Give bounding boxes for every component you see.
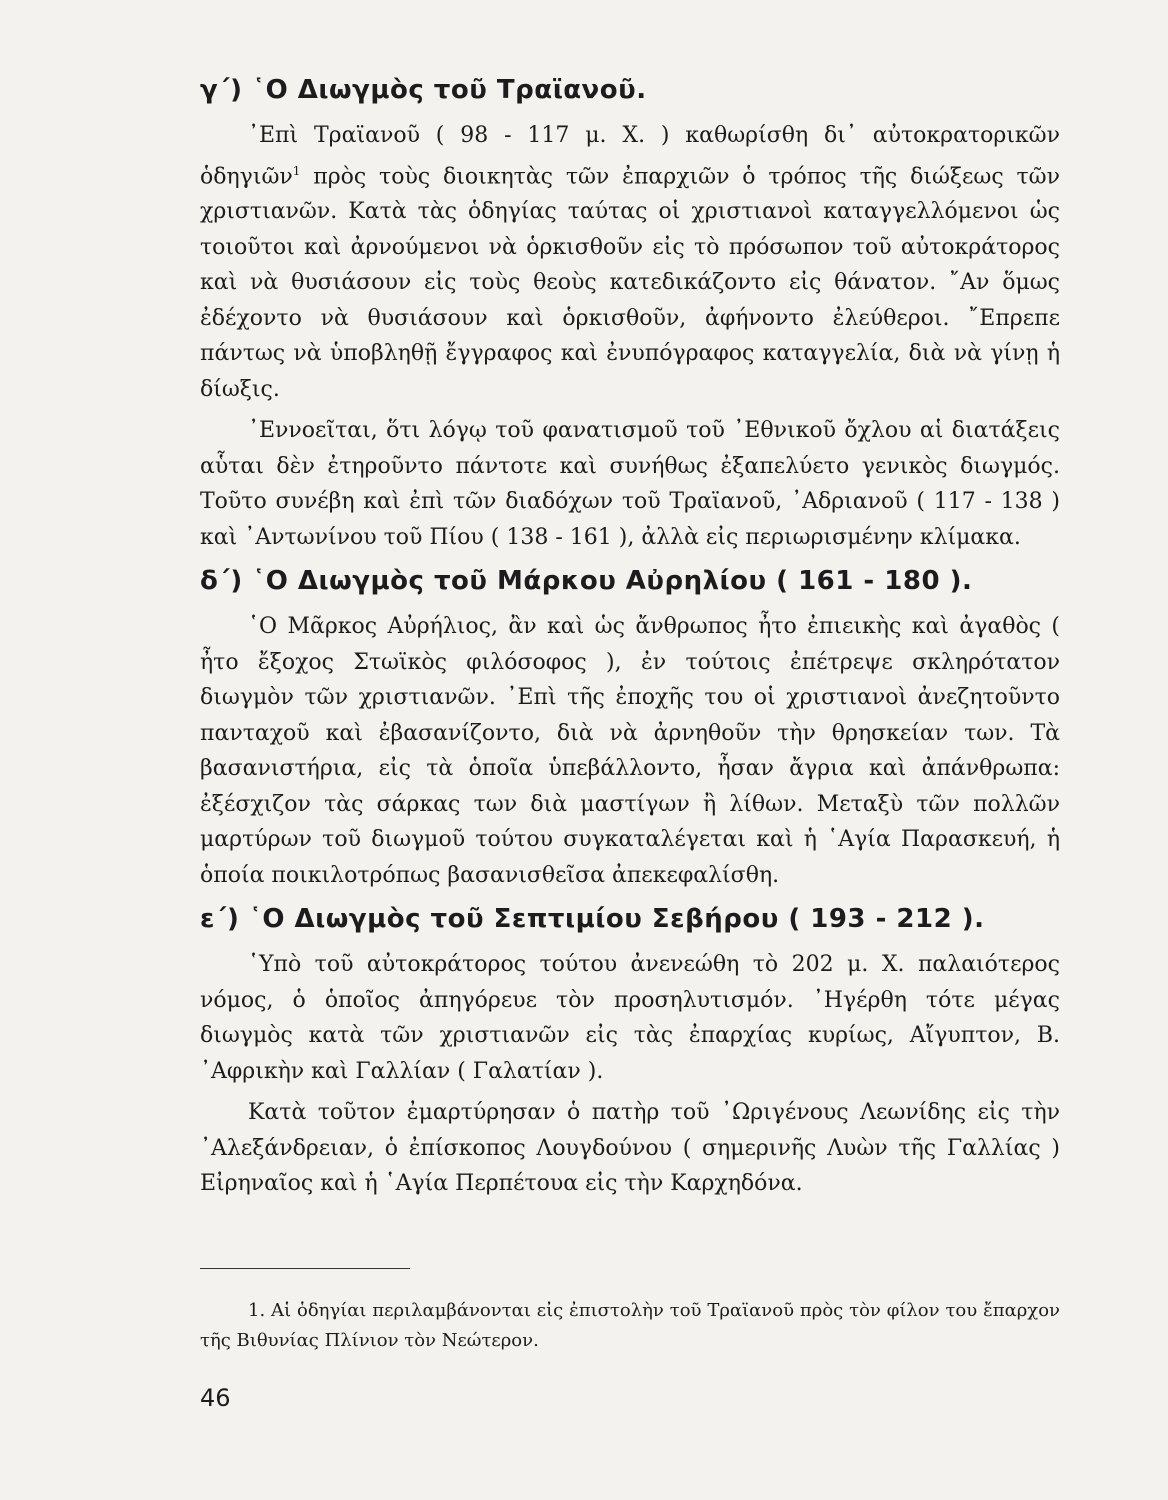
footnote-divider: [200, 1268, 410, 1269]
paragraph-trajan-2: ᾿Εννοεῖται, ὅτι λόγῳ τοῦ φανατισμοῦ τοῦ ᾿Εθνικοῦ ὄχλου αἱ διατάξεις αὗται δὲν ἐτηροῦντο πάντοτε καὶ συνήθως ἐξαπελύετο γενικὸς διωγμός. Τοῦτο συνέβη καὶ ἐπὶ τῶν διαδόχων τοῦ Τραϊανοῦ, ᾿Αδριανοῦ ( 117 - 138 ) καὶ ᾿Αντωνίνου τοῦ Πίου ( 138 - 161 ), ἀλλὰ εἰς περιωρισμένην κλίμακα.: [200, 418, 1060, 550]
paragraph-text: πρὸς τοὺς διοικητὰς τῶν ἐπαρχιῶν ὁ τρόπος τῆς διώξεως τῶν χριστιανῶν. Κατὰ τὰς ὁδηγίας ταύτας οἱ χριστιανοὶ καταγγελλόμενοι ὡς τοιοῦτοι καὶ ἀρνούμενοι νὰ ὁρκισθοῦν εἰς τὸ πρόσωπον τοῦ αὐτοκράτορος καὶ νὰ θυσιάσουν εἰς τοὺς θεοὺς κατεδικάζοντο εἰς θάνατον. ῎Αν ὅμως ἐδέχοντο νὰ θυσιάσουν καὶ ὁρκισθοῦν, ἀφήνοντο ἐλεύθεροι. ῎Επρεπε πάντως νὰ ὑποβληθῇ ἔγγραφος καὶ ἐνυπόγραφος καταγγελία, διὰ νὰ γίνῃ ἡ δίωξις.: [200, 163, 1060, 402]
section-heading-trajan: γ΄) ῾Ο Διωγμὸς τοῦ Τραϊανοῦ.: [200, 75, 647, 105]
page-number: 46: [200, 1384, 231, 1412]
section-heading-marcus-aurelius: δ΄) ῾Ο Διωγμὸς τοῦ Μάρκου Αὐρηλίου ( 161 - 180 ).: [200, 566, 973, 597]
footnote-marker[interactable]: 1: [292, 163, 301, 178]
paragraph-trajan-1: [200, 118, 1060, 407]
paragraph-text: ᾿Επὶ Τραϊανοῦ ( 98 - 117 μ. Χ. ) καθωρίσθη δι᾿ αὐτοκρατορικῶν ὁδηγιῶν: [200, 123, 1060, 189]
paragraph-septimius-severus-2: Κατὰ τοῦτον ἐμαρτύρησαν ὁ πατὴρ τοῦ ᾿Ωριγένους Λεωνίδης εἰς τὴν ᾿Αλεξάνδρειαν, ὁ ἐπίσκοπος Λουγδούνου ( σημερινῆς Λυὼν τῆς Γαλλίας ) Εἰρηναῖος καὶ ἡ ῾Αγία Περπέτουα εἰς τὴν Καρχηδόνα.: [200, 1100, 1060, 1197]
page-body: [200, 70, 1060, 1208]
footnote: 1. Αἱ ὁδηγίαι περιλαμβάνονται εἰς ἐπιστολὴν τοῦ Τραϊανοῦ πρὸς τὸν φίλον του ἔπαρχον τῆς Βιθυνίας Πλίνιον τὸν Νεώτερον.: [200, 1300, 1060, 1351]
paragraph-septimius-severus-1: ῾Υπὸ τοῦ αὐτοκράτορος τούτου ἀνενεώθη τὸ 202 μ. Χ. παλαιότερος νόμος, ὁ ὁποῖος ἀπηγόρευε τὸν προσηλυτισμόν. ᾿Ηγέρθη τότε μέγας διωγμὸς κατὰ τῶν χριστιανῶν εἰς τὰς ἐπαρχίας κυρίως, Αἴγυπτον, Β. ᾿Αφρικὴν καὶ Γαλλίαν ( Γαλατίαν ).: [200, 952, 1060, 1084]
section-heading-septimius-severus: ε΄) ῾Ο Διωγμὸς τοῦ Σεπτιμίου Σεβήρου ( 193 - 212 ).: [200, 904, 985, 935]
paragraph-marcus-aurelius-1: ῾Ο Μᾶρκος Αὐρήλιος, ἂν καὶ ὡς ἄνθρωπος ἦτο ἐπιεικὴς καὶ ἀγαθὸς ( ἦτο ἔξοχος Στωϊκὸς φιλόσοφος ), ἐν τούτοις ἐπέτρεψε σκληρότατον διωγμὸν τῶν χριστιανῶν. ᾿Επὶ τῆς ἐποχῆς του οἱ χριστιανοὶ ἀνεζητοῦντο πανταχοῦ καὶ ἐβασανίζοντο, διὰ νὰ ἀρνηθοῦν τὴν θρησκείαν των. Τὰ βασανιστήρια, εἰς τὰ ὁποῖα ὑπεβάλλοντο, ἦσαν ἄγρια καὶ ἀπάνθρωπα: ἐξέσχιζον τὰς σάρκας των διὰ μαστίγων ἢ λίθων. Μεταξὺ τῶν πολλῶν μαρτύρων τοῦ διωγμοῦ τούτου συγκαταλέγεται καὶ ἡ ῾Αγία Παρασκευή, ἡ ὁποία ποικιλοτρόπως βασανισθεῖσα ἀπεκεφαλίσθη.: [200, 614, 1060, 888]
